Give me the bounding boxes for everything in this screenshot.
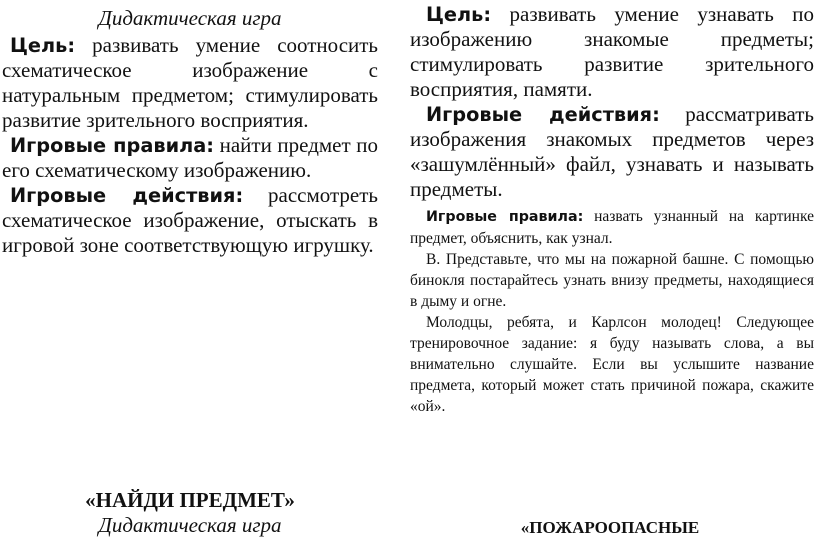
left-actions (2, 183, 378, 258)
right-para-2: Молодцы, ребята, и Карлсон молодец! Следующее тренировочное задание: я буду называть слова, а вы внимательно слушайте. Если вы услышите название предмета, который может стать причиной пожара, скажите «ой». (410, 314, 814, 415)
right-goal (410, 2, 814, 102)
right-para-1: В. Представьте, что мы на пожарной башне. С помощью бинокля постарайтесь узнать внизу предметы, находящиеся в дыму и огне. (410, 251, 814, 310)
left-rules (2, 133, 378, 183)
right-next-title: «ПОЖАРООПАСНЫЕ (520, 518, 700, 537)
right-actions (410, 102, 814, 202)
left-next-title: «НАЙДИ ПРЕДМЕТ» (85, 488, 295, 512)
right-rules-text: назвать узнанный на картинке предмет, объяснить, как узнал. (410, 208, 814, 247)
left-actions-text: рассмотреть схематическое изображение, отыскать в игровой зоне соответствующую игрушку. (2, 183, 378, 257)
right-goal-label: Цель: (426, 3, 492, 26)
right-actions-label: Игровые действия: (426, 103, 660, 126)
left-goal-text: развивать умение соотносить схематическое изображение с натуральным предметом; стимулировать развитие зрительного восприятия. (2, 33, 379, 132)
left-goal (2, 33, 378, 133)
right-body (410, 2, 814, 417)
right-goal-text: развивать умение узнавать по изображению знакомые предметы; стимулировать развитие зрительного восприятия, памяти. (410, 2, 814, 101)
left-actions-label: Игровые действия: (10, 184, 244, 207)
right-actions-text: рассматривать изображения знакомых предметов через «зашумлённый» файл, узнавать и называть предметы. (410, 102, 814, 201)
right-rules-label: Игровые правила: (426, 209, 584, 225)
left-rules-text: найти предмет по его схематическому изображению. (2, 133, 378, 182)
left-goal-label: Цель: (10, 34, 76, 57)
left-body (2, 33, 378, 258)
right-rules (410, 206, 814, 249)
left-subtitle: Дидактическая игра (98, 6, 282, 30)
left-next-subtitle: Дидактическая игра (98, 513, 282, 537)
left-rules-label: Игровые правила: (10, 134, 215, 157)
